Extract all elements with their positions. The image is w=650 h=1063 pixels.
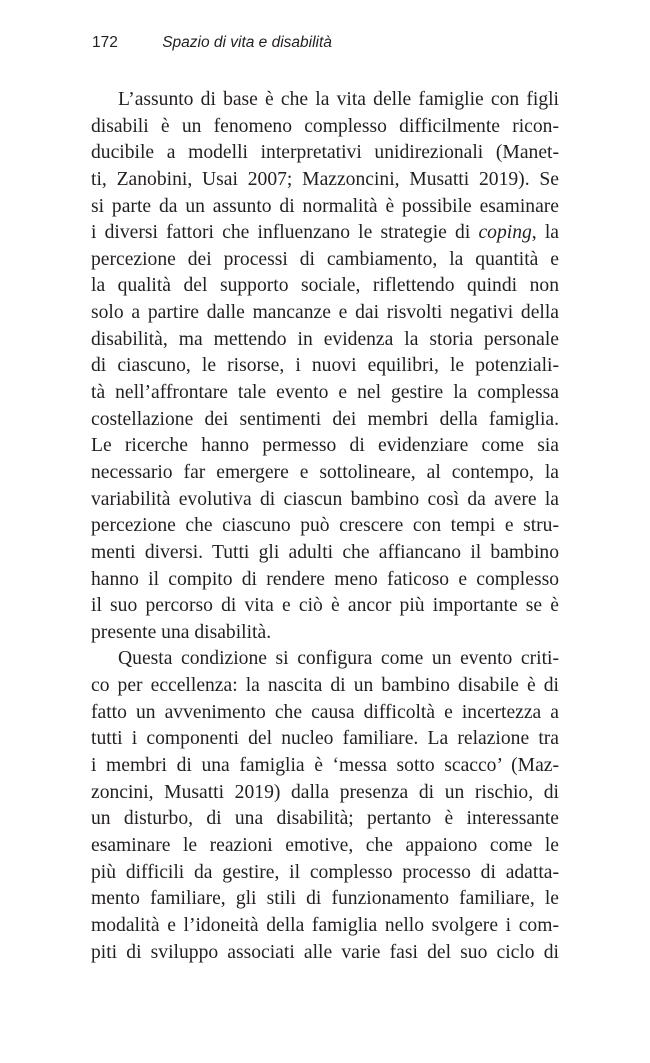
text-line: ducibile a modelli interpretativi unidirezionali (Manet- xyxy=(91,142,559,164)
text-line: i membri di una famiglia è ‘messa sotto scacco’ (Maz- xyxy=(91,755,559,777)
text-line: Questa condizione si configura come un evento criti- xyxy=(118,648,559,670)
text-line: mento familiare, gli stili di funzionamento familiare, le xyxy=(91,888,559,910)
text-line: un disturbo, di una disabilità; pertanto è interessante xyxy=(91,808,559,830)
running-title: Spazio di vita e disabilità xyxy=(162,34,332,51)
paragraph-1 xyxy=(91,87,559,646)
text-segment: i diversi fattori che influenzano le strategie di xyxy=(91,222,479,244)
text-line: disabili è un fenomeno complesso difficilmente ricon- xyxy=(91,115,559,137)
text-line: percezione che ciascuno può crescere con tempi e stru- xyxy=(91,515,559,537)
text-line-with-italic xyxy=(91,220,559,247)
text-line: la qualità del supporto sociale, riflettendo quindi non xyxy=(91,275,559,297)
text-line: fatto un avvenimento che causa difficoltà e incertezza a xyxy=(91,701,559,723)
text-line: ti, Zanobini, Usai 2007; Mazzoncini, Musatti 2019). Se xyxy=(91,168,559,190)
text-line: hanno il compito di rendere meno faticoso e complesso xyxy=(91,568,559,590)
text-line: necessario far emergere e sottolineare, al contempo, la xyxy=(91,461,559,483)
running-header xyxy=(92,34,332,52)
page-number: 172 xyxy=(92,34,118,51)
text-line: variabilità evolutiva di ciascun bambino così da avere la xyxy=(91,488,559,510)
text-line: esaminare le reazioni emotive, che appaiono come le xyxy=(91,834,559,856)
text-line: piti di sviluppo associati alle varie fasi del suo ciclo di xyxy=(91,941,559,963)
paragraph-2 xyxy=(91,646,559,966)
text-line: solo a partire dalle mancanze e dai risvolti negativi della xyxy=(91,302,559,324)
text-line: percezione dei processi di cambiamento, la quantità e xyxy=(91,248,559,270)
body-text xyxy=(91,87,559,966)
text-line: il suo percorso di vita e ciò è ancor più importante se è xyxy=(91,595,559,617)
text-line: tutti i componenti del nucleo familiare. La relazione tra xyxy=(91,728,559,750)
text-line: L’assunto di base è che la vita delle famiglie con figli xyxy=(118,89,559,110)
italic-term: coping xyxy=(478,222,532,244)
text-line: più difficili da gestire, il complesso processo di adatta- xyxy=(91,861,559,883)
text-line: costellazione dei sentimenti dei membri della famiglia. xyxy=(91,408,559,430)
text-line: tà nell’affrontare tale evento e nel gestire la complessa xyxy=(91,382,559,404)
text-line: modalità e l’idoneità della famiglia nello svolgere i com- xyxy=(91,914,559,936)
text-line: menti diversi. Tutti gli adulti che affiancano il bambino xyxy=(91,541,559,563)
text-line: Le ricerche hanno permesso di evidenziare come sia xyxy=(91,435,559,457)
text-line: disabilità, ma mettendo in evidenza la storia personale xyxy=(91,328,559,350)
text-segment: , la xyxy=(531,222,560,244)
text-line: si parte da un assunto di normalità è possibile esaminare xyxy=(91,195,559,217)
text-line: presente una disabilità. xyxy=(91,621,272,643)
text-line: zoncini, Musatti 2019) dalla presenza di un rischio, di xyxy=(91,781,559,803)
text-line: di ciascuno, le risorse, i nuovi equilibri, le potenziali- xyxy=(91,355,559,377)
text-line: co per eccellenza: la nascita di un bambino disabile è di xyxy=(91,675,559,697)
